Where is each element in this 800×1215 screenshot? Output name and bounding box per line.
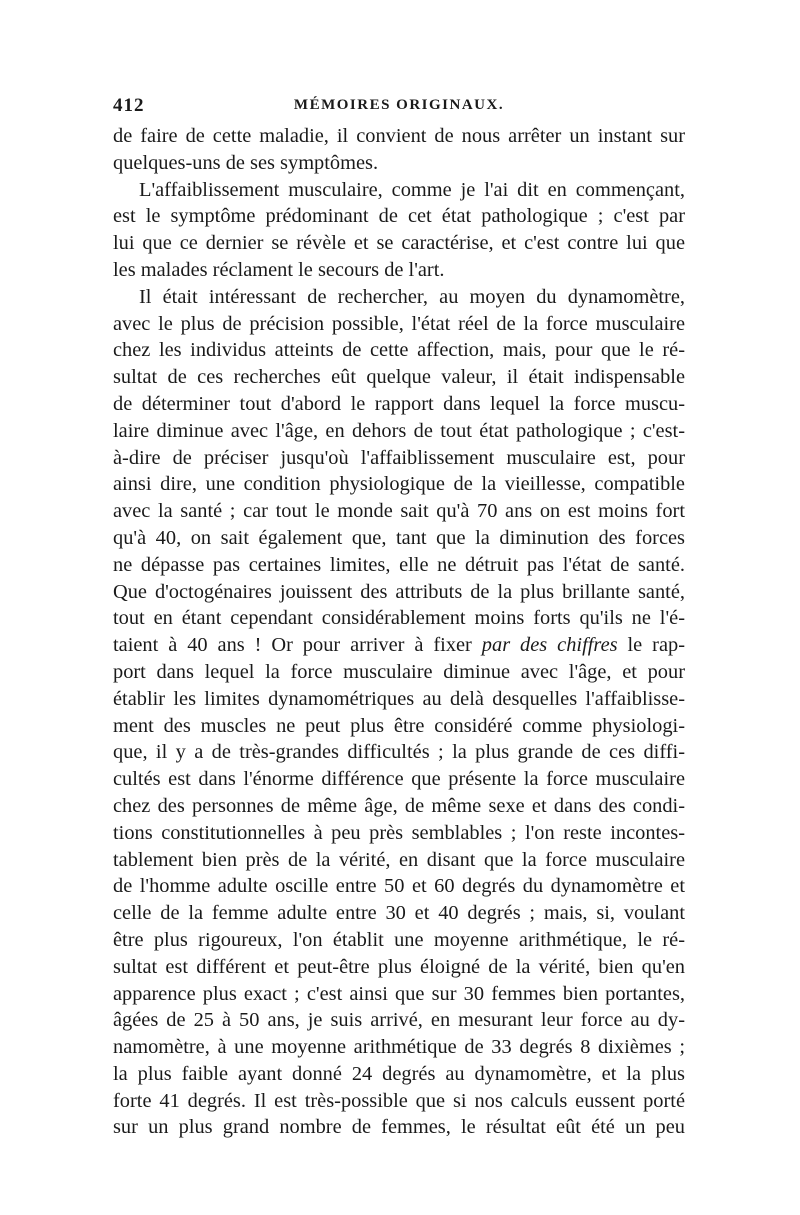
page-number: 412 — [113, 95, 145, 116]
text-line: à-dire de préciser jusqu'où l'affaiblissement musculaire est, pour — [113, 446, 685, 469]
text-line: forte 41 degrés. Il est très-possible que si nos calculs eussent porté — [113, 1089, 685, 1112]
italic-phrase: par des chiffres — [481, 634, 618, 657]
text-line: que, il y a de très-grandes difficultés ; la plus grande de ces diffi- — [113, 741, 685, 764]
text-line: âgées de 25 à 50 ans, je suis arrivé, en mesurant leur force au dy- — [113, 1009, 685, 1032]
running-head — [113, 95, 685, 123]
text-line: ne dépasse pas certaines limites, elle ne détruit pas l'état de santé. — [113, 553, 685, 576]
text-line: Que d'octogénaires jouissent des attributs de la plus brillante santé, — [113, 580, 685, 603]
text-line: sur un plus grand nombre de femmes, le résultat eût été un peu — [113, 1116, 685, 1139]
text-line: tout en étant cependant considérablement moins forts qu'ils ne l'é- — [113, 607, 685, 630]
text-line: quelques-uns de ses symptômes. — [113, 151, 379, 174]
text-line: ment des muscles ne peut plus être considéré comme physiologi- — [113, 714, 685, 737]
text-line: apparence plus exact ; c'est ainsi que sur 30 femmes bien portantes, — [113, 982, 685, 1005]
text-line: lui que ce dernier se révèle et se caractérise, et c'est contre lui que — [113, 232, 685, 255]
text-line: chez des personnes de même âge, de même sexe et dans des condi- — [113, 794, 685, 817]
text-line: est le symptôme prédominant de cet état pathologique ; c'est par — [113, 205, 685, 228]
text-line: Il était intéressant de rechercher, au moyen du dynamomètre, — [139, 285, 685, 308]
text-line: cultés est dans l'énorme différence que présente la force musculaire — [113, 768, 685, 791]
text-line: port dans lequel la force musculaire diminue avec l'âge, et pour — [113, 660, 685, 683]
text-line: sultat de ces recherches eût quelque valeur, il était indispensable — [113, 366, 685, 389]
text-line: celle de la femme adulte entre 30 et 40 degrés ; mais, si, voulant — [113, 902, 685, 925]
body-text — [113, 123, 685, 1141]
text-line: de l'homme adulte oscille entre 50 et 60 degrés du dynamomètre et — [113, 875, 685, 898]
text-line: laire diminue avec l'âge, en dehors de tout état pathologique ; c'est- — [113, 419, 685, 442]
text-line: la plus faible ayant donné 24 degrés au dynamomètre, et la plus — [113, 1062, 685, 1085]
text-line: de déterminer tout d'abord le rapport dans lequel la force muscu- — [113, 392, 685, 415]
text-line: de faire de cette maladie, il convient de nous arrêter un instant sur — [113, 125, 685, 147]
text-line-with-italic — [113, 632, 685, 659]
text-line: avec la santé ; car tout le monde sait qu'à 70 ans on est moins fort — [113, 500, 685, 523]
text-line: qu'à 40, on sait également que, tant que la diminution des forces — [113, 526, 685, 549]
running-title: MÉMOIRES ORIGINAUX. — [293, 97, 505, 113]
text-fragment: le rap- — [617, 634, 685, 657]
text-line: ainsi dire, une condition physiologique de la vieillesse, compatible — [113, 473, 685, 496]
text-line: chez les individus atteints de cette affection, mais, pour que le ré- — [113, 339, 685, 362]
text-line: être plus rigoureux, l'on établit une moyenne arithmétique, le ré- — [113, 928, 685, 951]
text-line: établir les limites dynamométriques au delà desquelles l'affaiblisse- — [113, 687, 685, 710]
book-page — [113, 95, 685, 1141]
text-line: L'affaiblissement musculaire, comme je l'ai dit en commençant, — [139, 178, 685, 201]
text-line: les malades réclament le secours de l'art. — [113, 258, 445, 281]
text-line: tions constitutionnelles à peu près semblables ; l'on reste incontes- — [113, 821, 685, 844]
text-line: tablement bien près de la vérité, en disant que la force musculaire — [113, 848, 685, 871]
text-fragment: taient à 40 ans ! Or pour arriver à fixer — [113, 634, 472, 657]
text-line: avec le plus de précision possible, l'état réel de la force musculaire — [113, 312, 685, 335]
text-line: namomètre, à une moyenne arithmétique de 33 degrés 8 dixièmes ; — [113, 1036, 685, 1059]
text-line: sultat est différent et peut-être plus éloigné de la vérité, bien qu'en — [113, 955, 685, 978]
